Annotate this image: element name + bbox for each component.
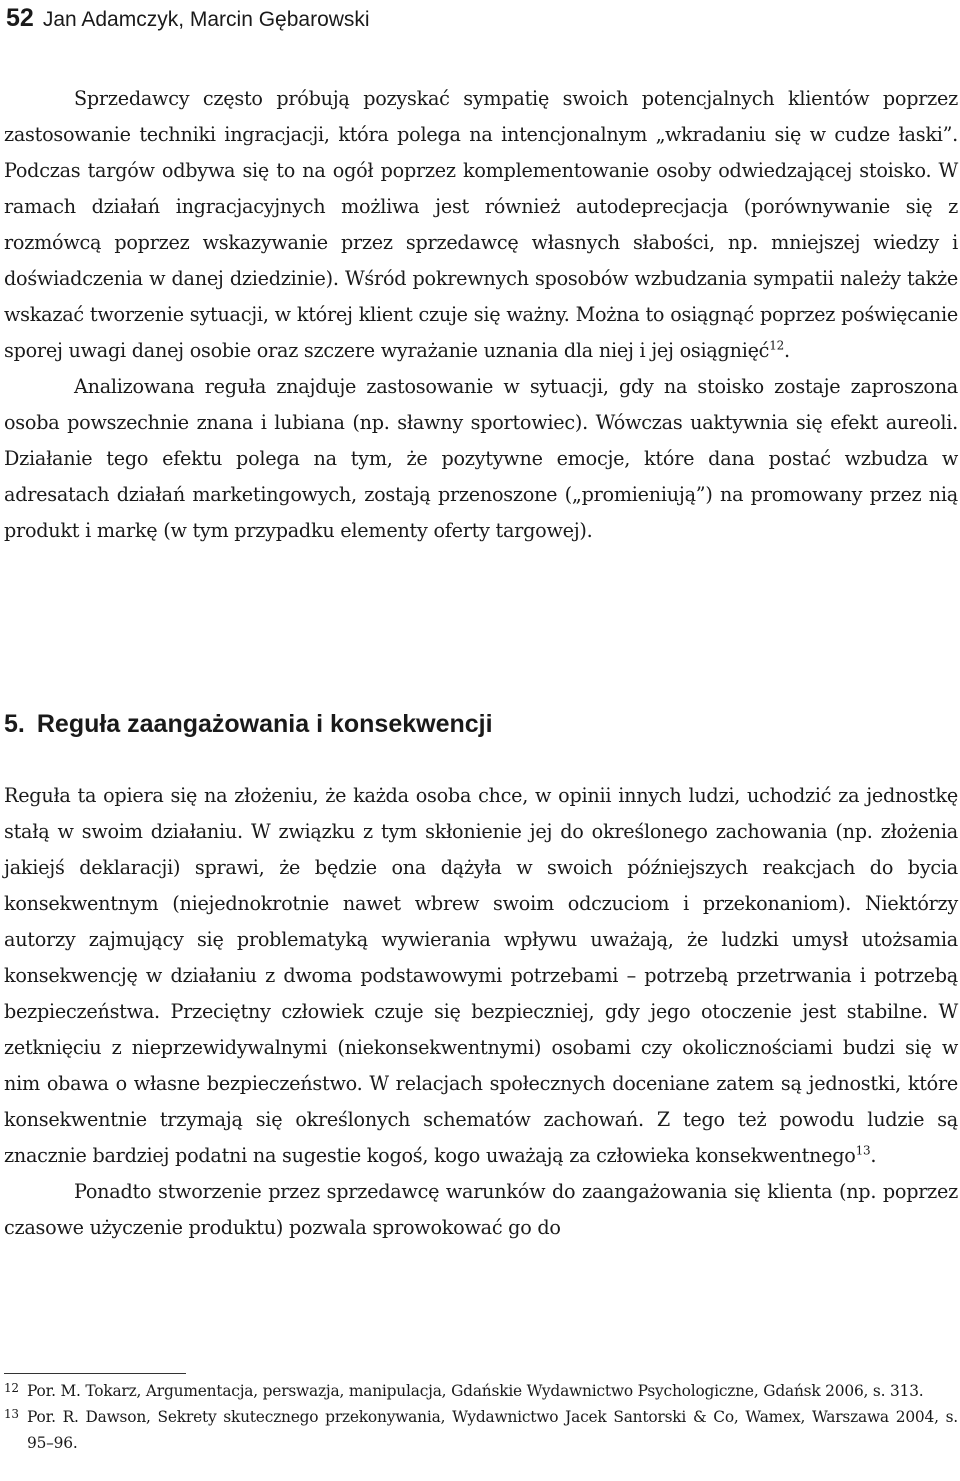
paragraph-text: Reguła ta opiera się na złożeniu, że każda osoba chce, w opinii innych ludzi, uchodzić za jednostkę stałą w swoim działaniu. W związku z tym skłonienie jej do określonego zachowania (np. złożenia jakiejś deklaracji) sprawi, że będzie ona dążyła w swoich późniejszych reakcjach do bycia konsekwentnym (niejednokrotnie nawet wbrew swoim odczuciom i przekonaniom). Niektórzy autorzy zajmujący się problematyką wywierania wpływu uważają, że ludzki umysł utożsamia konsekwencję w działaniu z dwoma podstawowymi potrzebami – potrzebą przetrwania i potrzebą bezpieczeństwa. Przeciętny człowiek czuje się bezpieczniej, gdy jego otoczenie jest stabilne. W zetknięciu z nieprzewidywalnymi (niekonsekwentnymi) osobami czy okolicznościami budzi się w nim obawa o własne bezpieczeństwo. W relacjach społecznych doceniane zatem są jednostki, które konsekwentnie trzymają się określonych schematów zachowań. Z tego też powodu ludzie są znacznie bardziej podatni na sugestie kogoś, kogo uważają za człowieka konsekwentnego [4,784,958,1167]
footnote-reference: 13 [855,1143,871,1158]
footnote-mark: 12 [4,1381,19,1395]
footnote-separator [4,1373,186,1374]
section-number: 5. [4,710,25,738]
running-head-authors: Jan Adamczyk, Marcin Gębarowski [42,8,370,31]
body-text-top [4,81,958,549]
section-title: Reguła zaangażowania i konsekwencji [36,710,493,738]
footnote [4,1404,958,1456]
page-number: 52 [6,4,34,32]
paragraph-text: Sprzedawcy często próbują pozyskać sympatię swoich potencjalnych klientów poprzez zastosowanie techniki ingracjacji, która polega na intencjonalnym „wkradaniu się w cudze łaski”. Podczas targów odbywa się to na ogół poprzez komplementowanie osoby odwiedzającej stoisko. W ramach działań ingracjacyjnych możliwa jest również autodeprecjacja (porównywanie się z rozmówcą poprzez wskazywanie przez sprzedawcę własnych słabości, np. mniejszej wiedzy i doświadczenia w danej dziedzinie). Wśród pokrewnych sposobów wzbudzania sympatii należy także wskazać tworzenie sytuacji, w której klient czuje się ważny. Można to osiągnąć poprzez poświęcanie sporej uwagi danej osobie oraz szczere wyrażanie uznania dla niej i jej osiągnięć [4,87,958,362]
paragraph: Analizowana reguła znajduje zastosowanie w sytuacji, gdy na stoisko zostaje zaproszona osoba powszechnie znana i lubiana (np. sławny sportowiec). Wówczas uaktywnia się efekt aureoli. Działanie tego efektu polega na tym, że pozytywne emocje, które dana postać wzbudza w adresatach działań marketingowych, zostają przenoszone („promieniują”) na promowany przez nią produkt i markę (w tym przypadku elementy oferty targowej). [4,375,958,542]
footnote-text: Por. R. Dawson, Sekrety skutecznego przekonywania, Wydawnictwo Jacek Santorski & Co, Wamex, Warszawa 2004, s. 95–96. [27,1408,958,1452]
paragraph: Ponadto stworzenie przez sprzedawcę warunków do zaangażowania się klienta (np. poprzez czasowe użyczenie produktu) pozwala sprowokować go do [4,1180,958,1239]
page-header [6,4,370,34]
footnotes [4,1378,958,1456]
footnote-text: Por. M. Tokarz, Argumentacja, perswazja, manipulacja, Gdańskie Wydawnictwo Psychologiczne, Gdańsk 2006, s. 313. [27,1382,924,1400]
footnote-reference: 12 [769,338,784,353]
paragraph: Reguła ta opiera się na złożeniu, że każda osoba chce, w opinii innych ludzi, uchodzić za jednostkę stałą w swoim działaniu. W związku z tym skłonienie jej do określonego zachowania (np. złożenia jakiejś deklaracji) sprawi, że będzie ona dążyła w swoich późniejszych reakcjach do bycia konsekwentnym (niejednokrotnie nawet wbrew swoim odczuciom i przekonaniom). Niektórzy autorzy zajmujący się problematyką wywierania wpływu uważają, że ludzki umysł utożsamia konsekwencję w działaniu z dwoma podstawowymi potrzebami – potrzebą przetrwania i potrzebą bezpieczeństwa. Przeciętny człowiek czuje się bezpieczniej, gdy jego otoczenie jest stabilne. W zetknięciu z nieprzewidywalnymi (niekonsekwentnymi) osobami czy okolicznościami budzi się w nim obawa o własne bezpieczeństwo. W relacjach społecznych doceniane zatem są jednostki, które konsekwentnie trzymają się określonych schematów zachowań. Z tego też powodu ludzie są znacznie bardziej podatni na sugestie kogoś, kogo uważają za człowieka konsekwentnego$^{13}$. [4,784,958,1167]
footnote [4,1378,958,1404]
body-text-section [4,778,958,1246]
section-heading [4,710,493,739]
paragraph: Sprzedawcy często próbują pozyskać sympatię swoich potencjalnych klientów poprzez zastosowanie techniki ingracjacji, która polega na intencjonalnym „wkradaniu się w cudze łaski”. Podczas targów odbywa się to na ogół poprzez komplementowanie osoby odwiedzającej stoisko. W ramach działań ingracjacyjnych możliwa jest również autodeprecjacja (porównywanie się z rozmówcą poprzez wskazywanie przez sprzedawcę własnych słabości, np. mniejszej wiedzy i doświadczenia w danej dziedzinie). Wśród pokrewnych sposobów wzbudzania sympatii należy także wskazać tworzenie sytuacji, w której klient czuje się ważny. Można to osiągnąć poprzez poświęcanie sporej uwagi danej osobie oraz szczere wyrażanie uznania dla niej i jej osiągnięć$^{12}$. [4,87,958,362]
footnote-mark: 13 [4,1407,19,1421]
